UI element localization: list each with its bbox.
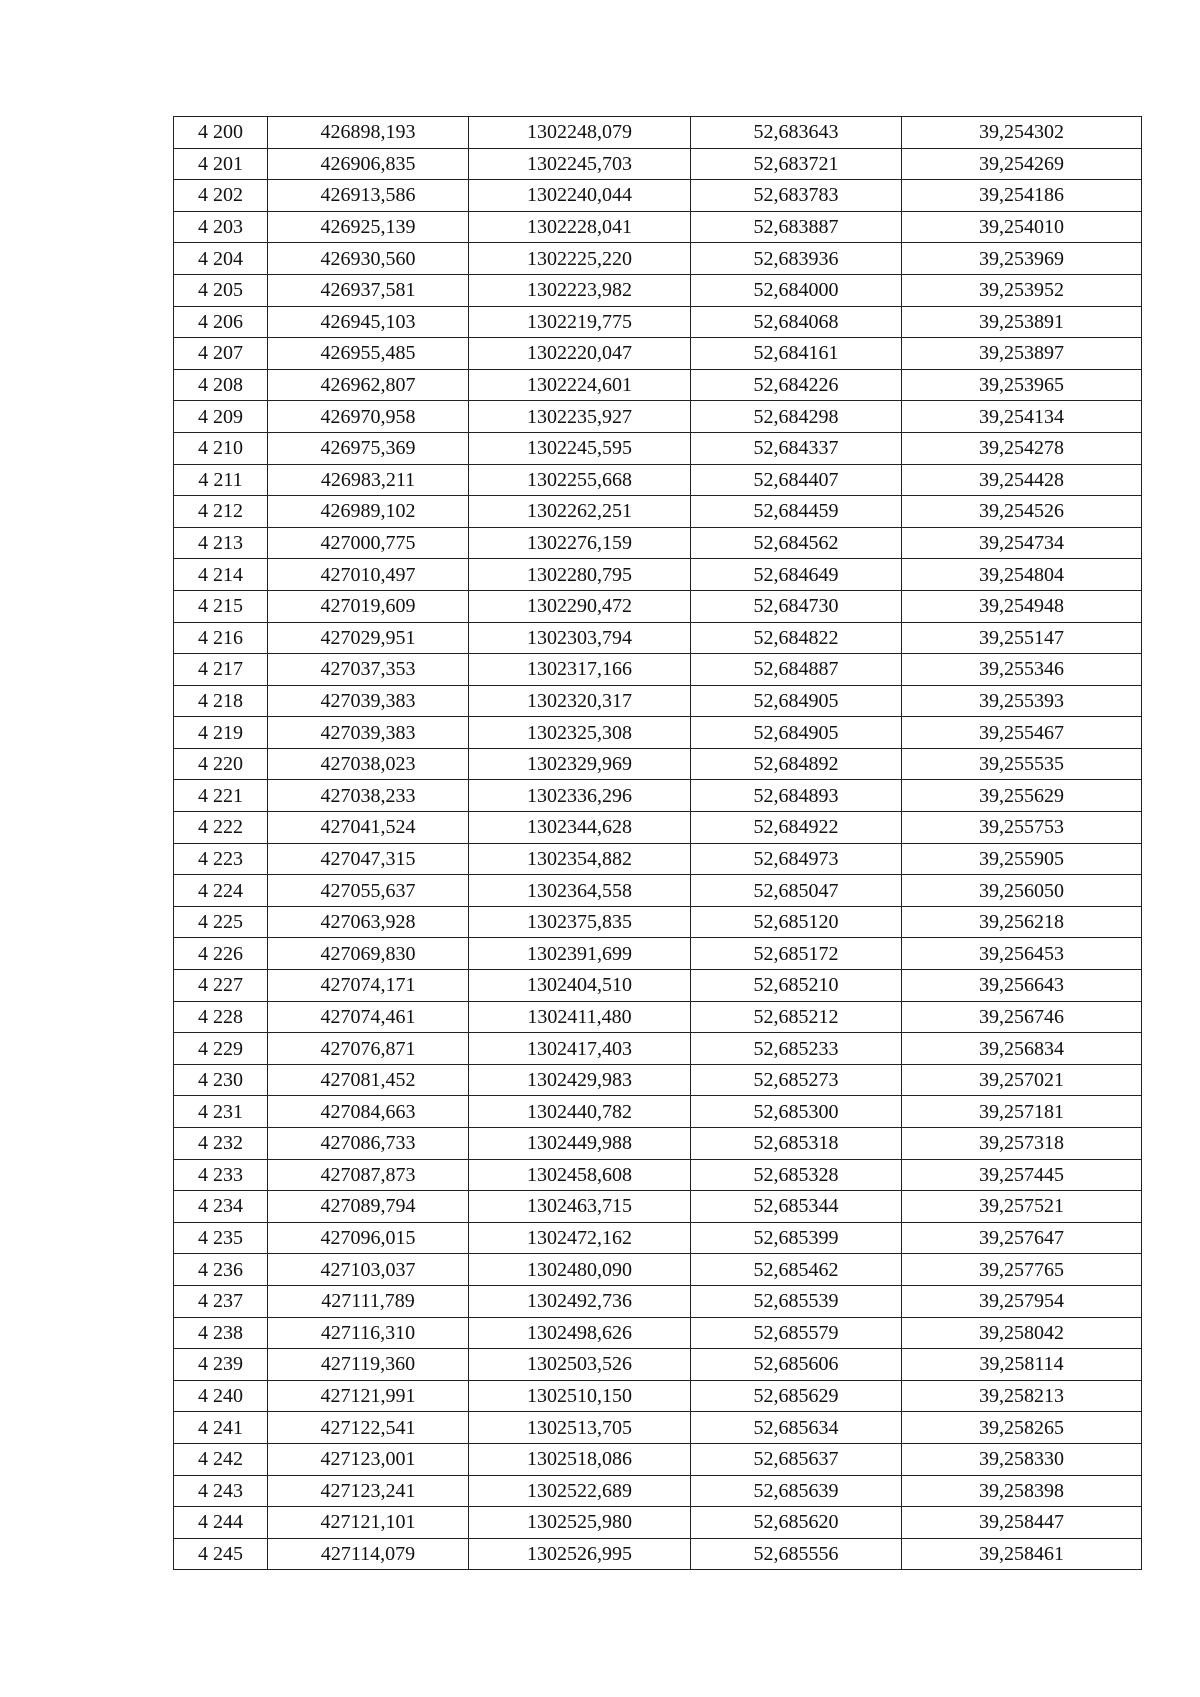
table-row: [174, 1064, 1142, 1096]
table-row: [174, 938, 1142, 970]
longitude-cell: 39,256218: [902, 906, 1142, 938]
point-number-cell: 4 231: [174, 1096, 268, 1128]
point-number-cell: 4 216: [174, 622, 268, 654]
y-coordinate-cell: 1302219,775: [469, 306, 691, 338]
x-coordinate-cell: 427121,991: [268, 1380, 469, 1412]
y-coordinate-cell: 1302391,699: [469, 938, 691, 970]
y-coordinate-cell: 1302223,982: [469, 274, 691, 306]
latitude-cell: 52,684892: [691, 748, 902, 780]
latitude-cell: 52,685579: [691, 1317, 902, 1349]
longitude-cell: 39,254010: [902, 211, 1142, 243]
point-number-cell: 4 244: [174, 1507, 268, 1539]
table-row: [174, 843, 1142, 875]
table-row: [174, 1538, 1142, 1570]
table-row: [174, 496, 1142, 528]
y-coordinate-cell: 1302463,715: [469, 1191, 691, 1223]
point-number-cell: 4 243: [174, 1475, 268, 1507]
table-row: [174, 685, 1142, 717]
table-row: [174, 1096, 1142, 1128]
point-number-cell: 4 234: [174, 1191, 268, 1223]
y-coordinate-cell: 1302344,628: [469, 812, 691, 844]
x-coordinate-cell: 426906,835: [268, 148, 469, 180]
y-coordinate-cell: 1302411,480: [469, 1001, 691, 1033]
point-number-cell: 4 208: [174, 369, 268, 401]
x-coordinate-cell: 427116,310: [268, 1317, 469, 1349]
longitude-cell: 39,255753: [902, 812, 1142, 844]
latitude-cell: 52,684730: [691, 590, 902, 622]
longitude-cell: 39,258330: [902, 1443, 1142, 1475]
x-coordinate-cell: 427041,524: [268, 812, 469, 844]
x-coordinate-cell: 427029,951: [268, 622, 469, 654]
latitude-cell: 52,685634: [691, 1412, 902, 1444]
longitude-cell: 39,256050: [902, 875, 1142, 907]
x-coordinate-cell: 426937,581: [268, 274, 469, 306]
longitude-cell: 39,254526: [902, 496, 1142, 528]
x-coordinate-cell: 427087,873: [268, 1159, 469, 1191]
point-number-cell: 4 227: [174, 970, 268, 1002]
y-coordinate-cell: 1302262,251: [469, 496, 691, 528]
y-coordinate-cell: 1302375,835: [469, 906, 691, 938]
y-coordinate-cell: 1302255,668: [469, 464, 691, 496]
table-row: [174, 1443, 1142, 1475]
longitude-cell: 39,258213: [902, 1380, 1142, 1412]
latitude-cell: 52,684822: [691, 622, 902, 654]
table-row: [174, 1254, 1142, 1286]
point-number-cell: 4 242: [174, 1443, 268, 1475]
latitude-cell: 52,684649: [691, 559, 902, 591]
y-coordinate-cell: 1302513,705: [469, 1412, 691, 1444]
table-row: [174, 1412, 1142, 1444]
latitude-cell: 52,685233: [691, 1033, 902, 1065]
point-number-cell: 4 204: [174, 243, 268, 275]
y-coordinate-cell: 1302510,150: [469, 1380, 691, 1412]
point-number-cell: 4 201: [174, 148, 268, 180]
longitude-cell: 39,255535: [902, 748, 1142, 780]
latitude-cell: 52,685120: [691, 906, 902, 938]
x-coordinate-cell: 426975,369: [268, 432, 469, 464]
table-row: [174, 780, 1142, 812]
point-number-cell: 4 207: [174, 338, 268, 370]
point-number-cell: 4 235: [174, 1222, 268, 1254]
y-coordinate-cell: 1302525,980: [469, 1507, 691, 1539]
table-row: [174, 274, 1142, 306]
x-coordinate-cell: 427047,315: [268, 843, 469, 875]
y-coordinate-cell: 1302317,166: [469, 654, 691, 686]
x-coordinate-cell: 426945,103: [268, 306, 469, 338]
latitude-cell: 52,685539: [691, 1285, 902, 1317]
table-row: [174, 1128, 1142, 1160]
latitude-cell: 52,685606: [691, 1349, 902, 1381]
table-row: [174, 306, 1142, 338]
longitude-cell: 39,254134: [902, 401, 1142, 433]
table-row: [174, 243, 1142, 275]
x-coordinate-cell: 427074,461: [268, 1001, 469, 1033]
x-coordinate-cell: 427019,609: [268, 590, 469, 622]
y-coordinate-cell: 1302280,795: [469, 559, 691, 591]
point-number-cell: 4 211: [174, 464, 268, 496]
latitude-cell: 52,685556: [691, 1538, 902, 1570]
y-coordinate-cell: 1302472,162: [469, 1222, 691, 1254]
latitude-cell: 52,685620: [691, 1507, 902, 1539]
latitude-cell: 52,683643: [691, 117, 902, 149]
latitude-cell: 52,685629: [691, 1380, 902, 1412]
table-row: [174, 906, 1142, 938]
point-number-cell: 4 238: [174, 1317, 268, 1349]
table-row: [174, 654, 1142, 686]
y-coordinate-cell: 1302245,703: [469, 148, 691, 180]
y-coordinate-cell: 1302364,558: [469, 875, 691, 907]
point-number-cell: 4 222: [174, 812, 268, 844]
longitude-cell: 39,253952: [902, 274, 1142, 306]
point-number-cell: 4 202: [174, 180, 268, 212]
longitude-cell: 39,257521: [902, 1191, 1142, 1223]
point-number-cell: 4 239: [174, 1349, 268, 1381]
longitude-cell: 39,255346: [902, 654, 1142, 686]
table-row: [174, 401, 1142, 433]
point-number-cell: 4 223: [174, 843, 268, 875]
point-number-cell: 4 245: [174, 1538, 268, 1570]
table-row: [174, 1191, 1142, 1223]
latitude-cell: 52,684337: [691, 432, 902, 464]
longitude-cell: 39,254804: [902, 559, 1142, 591]
x-coordinate-cell: 427086,733: [268, 1128, 469, 1160]
x-coordinate-cell: 427037,353: [268, 654, 469, 686]
point-number-cell: 4 241: [174, 1412, 268, 1444]
x-coordinate-cell: 427010,497: [268, 559, 469, 591]
longitude-cell: 39,257021: [902, 1064, 1142, 1096]
longitude-cell: 39,254302: [902, 117, 1142, 149]
y-coordinate-cell: 1302220,047: [469, 338, 691, 370]
longitude-cell: 39,256746: [902, 1001, 1142, 1033]
latitude-cell: 52,685212: [691, 1001, 902, 1033]
y-coordinate-cell: 1302480,090: [469, 1254, 691, 1286]
longitude-cell: 39,256453: [902, 938, 1142, 970]
x-coordinate-cell: 427089,794: [268, 1191, 469, 1223]
table-row: [174, 464, 1142, 496]
y-coordinate-cell: 1302245,595: [469, 432, 691, 464]
y-coordinate-cell: 1302336,296: [469, 780, 691, 812]
y-coordinate-cell: 1302290,472: [469, 590, 691, 622]
latitude-cell: 52,684068: [691, 306, 902, 338]
y-coordinate-cell: 1302248,079: [469, 117, 691, 149]
table-row: [174, 338, 1142, 370]
x-coordinate-cell: 427063,928: [268, 906, 469, 938]
point-number-cell: 4 232: [174, 1128, 268, 1160]
latitude-cell: 52,685318: [691, 1128, 902, 1160]
x-coordinate-cell: 426930,560: [268, 243, 469, 275]
table-row: [174, 1317, 1142, 1349]
longitude-cell: 39,258398: [902, 1475, 1142, 1507]
longitude-cell: 39,258265: [902, 1412, 1142, 1444]
longitude-cell: 39,254734: [902, 527, 1142, 559]
table-row: [174, 369, 1142, 401]
y-coordinate-cell: 1302240,044: [469, 180, 691, 212]
x-coordinate-cell: 427084,663: [268, 1096, 469, 1128]
y-coordinate-cell: 1302522,689: [469, 1475, 691, 1507]
latitude-cell: 52,683721: [691, 148, 902, 180]
point-number-cell: 4 233: [174, 1159, 268, 1191]
y-coordinate-cell: 1302492,736: [469, 1285, 691, 1317]
point-number-cell: 4 203: [174, 211, 268, 243]
point-number-cell: 4 225: [174, 906, 268, 938]
longitude-cell: 39,258461: [902, 1538, 1142, 1570]
latitude-cell: 52,684905: [691, 685, 902, 717]
x-coordinate-cell: 427055,637: [268, 875, 469, 907]
longitude-cell: 39,253965: [902, 369, 1142, 401]
y-coordinate-cell: 1302354,882: [469, 843, 691, 875]
latitude-cell: 52,685637: [691, 1443, 902, 1475]
point-number-cell: 4 228: [174, 1001, 268, 1033]
longitude-cell: 39,257445: [902, 1159, 1142, 1191]
x-coordinate-cell: 427119,360: [268, 1349, 469, 1381]
y-coordinate-cell: 1302276,159: [469, 527, 691, 559]
table-row: [174, 527, 1142, 559]
latitude-cell: 52,685399: [691, 1222, 902, 1254]
point-number-cell: 4 240: [174, 1380, 268, 1412]
y-coordinate-cell: 1302224,601: [469, 369, 691, 401]
point-number-cell: 4 236: [174, 1254, 268, 1286]
y-coordinate-cell: 1302429,983: [469, 1064, 691, 1096]
point-number-cell: 4 218: [174, 685, 268, 717]
x-coordinate-cell: 426970,958: [268, 401, 469, 433]
longitude-cell: 39,255147: [902, 622, 1142, 654]
point-number-cell: 4 224: [174, 875, 268, 907]
point-number-cell: 4 213: [174, 527, 268, 559]
longitude-cell: 39,255393: [902, 685, 1142, 717]
table-row: [174, 1159, 1142, 1191]
point-number-cell: 4 219: [174, 717, 268, 749]
point-number-cell: 4 209: [174, 401, 268, 433]
latitude-cell: 52,684973: [691, 843, 902, 875]
table-row: [174, 875, 1142, 907]
x-coordinate-cell: 426925,139: [268, 211, 469, 243]
x-coordinate-cell: 426898,193: [268, 117, 469, 149]
point-number-cell: 4 205: [174, 274, 268, 306]
x-coordinate-cell: 427081,452: [268, 1064, 469, 1096]
x-coordinate-cell: 426962,807: [268, 369, 469, 401]
longitude-cell: 39,257647: [902, 1222, 1142, 1254]
x-coordinate-cell: 427069,830: [268, 938, 469, 970]
table-row: [174, 622, 1142, 654]
longitude-cell: 39,255467: [902, 717, 1142, 749]
table-row: [174, 117, 1142, 149]
point-number-cell: 4 237: [174, 1285, 268, 1317]
x-coordinate-cell: 426955,485: [268, 338, 469, 370]
latitude-cell: 52,684893: [691, 780, 902, 812]
table-row: [174, 748, 1142, 780]
latitude-cell: 52,684922: [691, 812, 902, 844]
y-coordinate-cell: 1302225,220: [469, 243, 691, 275]
coordinates-table-body: [174, 117, 1142, 1570]
coordinates-table: [173, 116, 1142, 1570]
y-coordinate-cell: 1302458,608: [469, 1159, 691, 1191]
x-coordinate-cell: 427123,001: [268, 1443, 469, 1475]
latitude-cell: 52,685273: [691, 1064, 902, 1096]
latitude-cell: 52,685172: [691, 938, 902, 970]
point-number-cell: 4 212: [174, 496, 268, 528]
y-coordinate-cell: 1302303,794: [469, 622, 691, 654]
table-row: [174, 1507, 1142, 1539]
point-number-cell: 4 229: [174, 1033, 268, 1065]
longitude-cell: 39,257765: [902, 1254, 1142, 1286]
x-coordinate-cell: 426989,102: [268, 496, 469, 528]
table-row: [174, 559, 1142, 591]
longitude-cell: 39,257318: [902, 1128, 1142, 1160]
x-coordinate-cell: 427038,233: [268, 780, 469, 812]
latitude-cell: 52,684161: [691, 338, 902, 370]
latitude-cell: 52,684298: [691, 401, 902, 433]
table-row: [174, 1380, 1142, 1412]
x-coordinate-cell: 427039,383: [268, 685, 469, 717]
table-row: [174, 1349, 1142, 1381]
table-row: [174, 1285, 1142, 1317]
x-coordinate-cell: 426983,211: [268, 464, 469, 496]
x-coordinate-cell: 427121,101: [268, 1507, 469, 1539]
latitude-cell: 52,683783: [691, 180, 902, 212]
latitude-cell: 52,683887: [691, 211, 902, 243]
table-row: [174, 812, 1142, 844]
longitude-cell: 39,258042: [902, 1317, 1142, 1349]
latitude-cell: 52,684459: [691, 496, 902, 528]
x-coordinate-cell: 427039,383: [268, 717, 469, 749]
latitude-cell: 52,685047: [691, 875, 902, 907]
x-coordinate-cell: 427103,037: [268, 1254, 469, 1286]
latitude-cell: 52,685462: [691, 1254, 902, 1286]
point-number-cell: 4 221: [174, 780, 268, 812]
table-row: [174, 1222, 1142, 1254]
x-coordinate-cell: 427076,871: [268, 1033, 469, 1065]
x-coordinate-cell: 427122,541: [268, 1412, 469, 1444]
x-coordinate-cell: 427096,015: [268, 1222, 469, 1254]
latitude-cell: 52,685328: [691, 1159, 902, 1191]
longitude-cell: 39,254269: [902, 148, 1142, 180]
latitude-cell: 52,684887: [691, 654, 902, 686]
latitude-cell: 52,685344: [691, 1191, 902, 1223]
x-coordinate-cell: 427038,023: [268, 748, 469, 780]
y-coordinate-cell: 1302498,626: [469, 1317, 691, 1349]
point-number-cell: 4 210: [174, 432, 268, 464]
table-row: [174, 717, 1142, 749]
latitude-cell: 52,684407: [691, 464, 902, 496]
longitude-cell: 39,256834: [902, 1033, 1142, 1065]
table-row: [174, 1475, 1142, 1507]
y-coordinate-cell: 1302404,510: [469, 970, 691, 1002]
y-coordinate-cell: 1302235,927: [469, 401, 691, 433]
point-number-cell: 4 215: [174, 590, 268, 622]
point-number-cell: 4 214: [174, 559, 268, 591]
x-coordinate-cell: 427114,079: [268, 1538, 469, 1570]
longitude-cell: 39,257181: [902, 1096, 1142, 1128]
longitude-cell: 39,254186: [902, 180, 1142, 212]
y-coordinate-cell: 1302526,995: [469, 1538, 691, 1570]
point-number-cell: 4 230: [174, 1064, 268, 1096]
longitude-cell: 39,257954: [902, 1285, 1142, 1317]
table-row: [174, 211, 1142, 243]
latitude-cell: 52,683936: [691, 243, 902, 275]
y-coordinate-cell: 1302417,403: [469, 1033, 691, 1065]
latitude-cell: 52,684226: [691, 369, 902, 401]
latitude-cell: 52,684562: [691, 527, 902, 559]
y-coordinate-cell: 1302449,988: [469, 1128, 691, 1160]
latitude-cell: 52,685210: [691, 970, 902, 1002]
table-row: [174, 432, 1142, 464]
y-coordinate-cell: 1302325,308: [469, 717, 691, 749]
y-coordinate-cell: 1302518,086: [469, 1443, 691, 1475]
point-number-cell: 4 217: [174, 654, 268, 686]
y-coordinate-cell: 1302440,782: [469, 1096, 691, 1128]
table-row: [174, 970, 1142, 1002]
longitude-cell: 39,258114: [902, 1349, 1142, 1381]
y-coordinate-cell: 1302320,317: [469, 685, 691, 717]
y-coordinate-cell: 1302503,526: [469, 1349, 691, 1381]
point-number-cell: 4 206: [174, 306, 268, 338]
longitude-cell: 39,255905: [902, 843, 1142, 875]
table-row: [174, 148, 1142, 180]
latitude-cell: 52,684000: [691, 274, 902, 306]
longitude-cell: 39,254948: [902, 590, 1142, 622]
table-row: [174, 1001, 1142, 1033]
table-row: [174, 1033, 1142, 1065]
longitude-cell: 39,256643: [902, 970, 1142, 1002]
x-coordinate-cell: 427000,775: [268, 527, 469, 559]
longitude-cell: 39,255629: [902, 780, 1142, 812]
table-row: [174, 180, 1142, 212]
longitude-cell: 39,253969: [902, 243, 1142, 275]
y-coordinate-cell: 1302228,041: [469, 211, 691, 243]
point-number-cell: 4 200: [174, 117, 268, 149]
latitude-cell: 52,684905: [691, 717, 902, 749]
x-coordinate-cell: 427123,241: [268, 1475, 469, 1507]
longitude-cell: 39,258447: [902, 1507, 1142, 1539]
longitude-cell: 39,253897: [902, 338, 1142, 370]
x-coordinate-cell: 427074,171: [268, 970, 469, 1002]
x-coordinate-cell: 427111,789: [268, 1285, 469, 1317]
latitude-cell: 52,685300: [691, 1096, 902, 1128]
longitude-cell: 39,254278: [902, 432, 1142, 464]
x-coordinate-cell: 426913,586: [268, 180, 469, 212]
point-number-cell: 4 220: [174, 748, 268, 780]
table-row: [174, 590, 1142, 622]
point-number-cell: 4 226: [174, 938, 268, 970]
longitude-cell: 39,253891: [902, 306, 1142, 338]
longitude-cell: 39,254428: [902, 464, 1142, 496]
latitude-cell: 52,685639: [691, 1475, 902, 1507]
y-coordinate-cell: 1302329,969: [469, 748, 691, 780]
